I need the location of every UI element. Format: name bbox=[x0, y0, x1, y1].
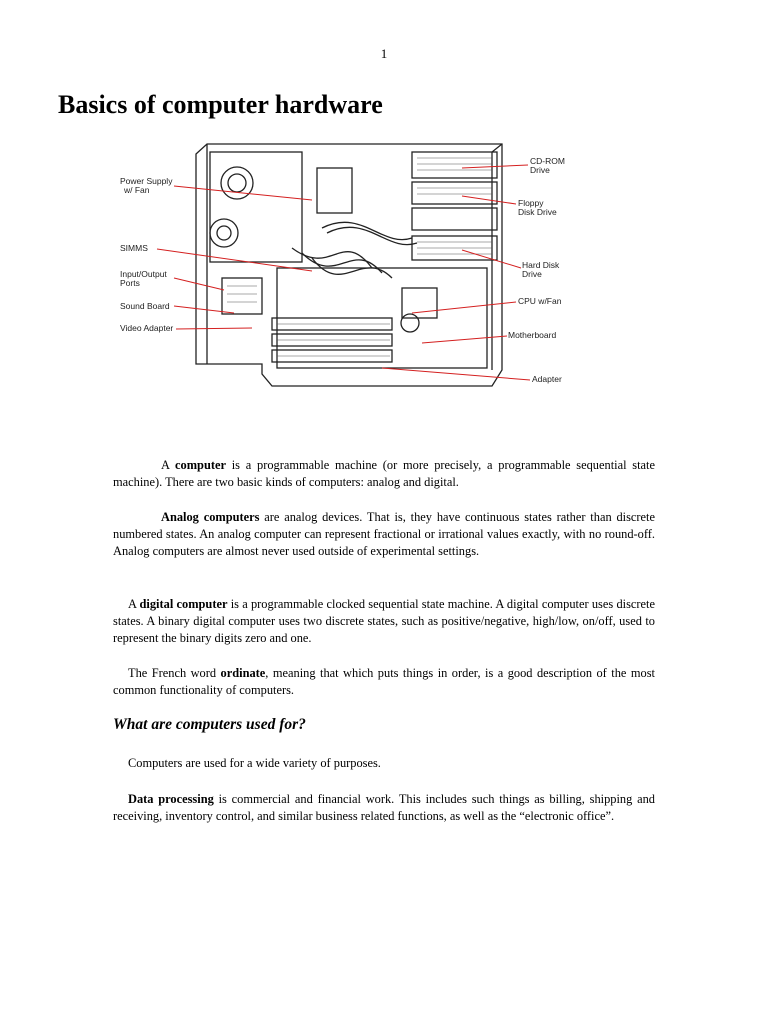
label-floppy: Floppy bbox=[518, 198, 544, 208]
label-floppy-2: Disk Drive bbox=[518, 207, 557, 217]
svg-text:SIMMS bbox=[120, 243, 148, 253]
label-hard-disk-2: Drive bbox=[522, 269, 542, 279]
paragraph-analog: Analog computers are analog devices. That is, they have continuous states rather than discrete numbered states. An analog computer can represent fractional or irrational values exactly, with no round-off. Analog computers are almost never used outside of experimental settings. bbox=[113, 510, 655, 558]
page-number: 1 bbox=[380, 46, 388, 61]
term-ordinate: ordinate bbox=[220, 666, 266, 680]
svg-text:Adapter bbox=[532, 374, 562, 384]
label-motherboard: Motherboard bbox=[508, 330, 557, 340]
label-adapter: Adapter bbox=[532, 374, 562, 384]
svg-text:CD-ROMDrive bbox=[530, 156, 565, 175]
section-heading-uses: What are computers used for? bbox=[113, 716, 306, 733]
label-sound-board: Sound Board bbox=[120, 301, 170, 311]
svg-text:FloppyDisk Drive bbox=[518, 198, 557, 217]
label-power-supply-2: w/ Fan bbox=[124, 185, 150, 195]
paragraph-data-processing: Data processing is commercial and financial work. This includes such things as billing, shipping and receiving, inventory control, and similar business related functions, as well as the “electronic office”. bbox=[113, 792, 655, 823]
label-io-ports-2: Ports bbox=[120, 278, 140, 288]
label-cdrom: CD-ROM bbox=[530, 156, 565, 166]
svg-text:Motherboard bbox=[508, 330, 556, 340]
label-video-adapter: Video Adapter bbox=[120, 323, 174, 333]
label-power-supply: Power Supply bbox=[120, 176, 173, 186]
term-data-processing: Data processing bbox=[128, 792, 214, 806]
svg-text:Input/OutputPorts bbox=[120, 269, 167, 288]
label-cpu-fan: CPU w/Fan bbox=[518, 296, 562, 306]
svg-text:Power Supplyw/ Fan bbox=[120, 176, 173, 195]
computer-case-illustration bbox=[112, 138, 582, 398]
label-cdrom-2: Drive bbox=[530, 165, 550, 175]
paragraph-computer: A computer is a programmable machine (or more precisely, a programmable sequential state machine). There are two basic kinds of computers: analog and digital. bbox=[113, 458, 655, 489]
computer-hardware-diagram bbox=[112, 138, 582, 398]
label-simms: SIMMS bbox=[120, 243, 148, 253]
term-digital-computer: digital computer bbox=[139, 597, 228, 611]
paragraph-digital: A digital computer is a programmable clocked sequential state machine. A digital computer uses discrete states. A binary digital computer uses two discrete states, such as positive/negative, high/low, on/off, used to represent the binary digits zero and one. bbox=[113, 597, 655, 645]
svg-text:Hard DiskDrive bbox=[522, 260, 560, 279]
paragraph-ordinate: The French word ordinate, meaning that which puts things in order, is a good description of the most common functionality of computers. bbox=[113, 666, 655, 697]
paragraph-uses: Computers are used for a wide variety of purposes. bbox=[128, 756, 381, 770]
term-analog-computers: Analog computers bbox=[161, 510, 260, 524]
term-computer: computer bbox=[175, 458, 226, 472]
page-title: Basics of computer hardware bbox=[58, 90, 383, 119]
label-io-ports: Input/Output bbox=[120, 269, 167, 279]
svg-text:Sound Board bbox=[120, 301, 170, 311]
svg-text:Video Adapter bbox=[120, 323, 173, 333]
label-hard-disk: Hard Disk bbox=[522, 260, 560, 270]
svg-text:CPU w/Fan bbox=[518, 296, 562, 306]
